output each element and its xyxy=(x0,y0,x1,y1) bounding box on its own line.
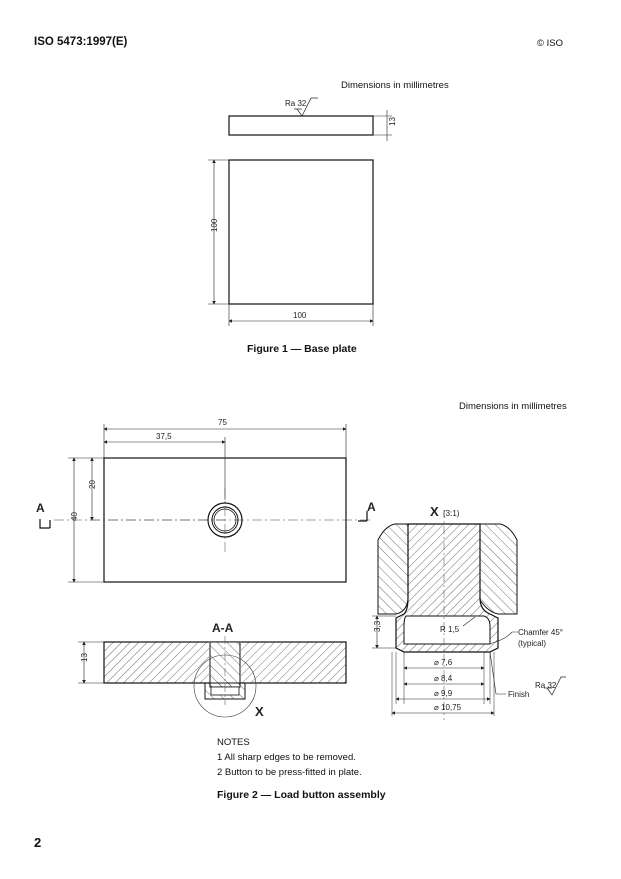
figure1-width-label: 100 xyxy=(293,311,307,320)
detail-ref-label: X xyxy=(255,704,264,719)
figure1-caption: Figure 1 — Base plate xyxy=(247,343,357,355)
section-label: A-A xyxy=(212,621,234,635)
figure1-units-note: Dimensions in millimetres xyxy=(341,80,449,91)
figure2-width-label: 40 xyxy=(70,512,79,521)
height-label: 3,3 xyxy=(373,620,382,632)
detail-scale: (3:1) xyxy=(443,509,460,518)
page-number: 2 xyxy=(34,835,42,850)
diameter-2: ⌀ 8,4 xyxy=(434,674,453,683)
diameter-4: ⌀ 10,75 xyxy=(434,703,462,712)
figure2-caption: Figure 2 — Load button assembly xyxy=(217,789,386,801)
section-marker-right: A xyxy=(367,500,376,514)
figure1-top-view xyxy=(208,160,373,326)
figure1-roughness-label: Ra 32 xyxy=(285,99,307,108)
figure2-length-label: 75 xyxy=(218,418,227,427)
notes-title: NOTES xyxy=(217,737,250,748)
note-item-1: 1 All sharp edges to be removed. xyxy=(217,752,356,763)
figure2-units-note: Dimensions in millimetres xyxy=(459,401,567,412)
diameter-3: ⌀ 9,9 xyxy=(434,689,453,698)
finish-label: Finish xyxy=(508,690,530,699)
detail-title: X xyxy=(430,504,439,519)
radius-label: R 1,5 xyxy=(440,625,460,634)
copyright-mark: © ISO xyxy=(537,38,564,49)
figure2-detail-x xyxy=(372,504,566,720)
figure1-height-label: 100 xyxy=(210,218,219,232)
figure1-side-view xyxy=(229,98,397,141)
section-thickness-label: 13 xyxy=(80,653,89,662)
chamfer-label: Chamfer 45° xyxy=(518,628,563,637)
figure1-thickness-label: 13 xyxy=(388,117,397,126)
figure2-half-width-label: 20 xyxy=(88,480,97,489)
figure2-roughness-label: Ra 32 xyxy=(535,681,557,690)
chamfer-note: (typical) xyxy=(518,639,547,648)
figure2-half-length-label: 37,5 xyxy=(156,432,172,441)
standard-number: ISO 5473:1997(E) xyxy=(34,36,128,48)
diameter-1: ⌀ 7,6 xyxy=(434,658,453,667)
note-item-2: 2 Button to be press-fitted in plate. xyxy=(217,767,362,778)
section-marker-left: A xyxy=(36,501,45,515)
figure2-plan-view xyxy=(36,418,376,582)
figure2-section-view xyxy=(78,621,346,719)
